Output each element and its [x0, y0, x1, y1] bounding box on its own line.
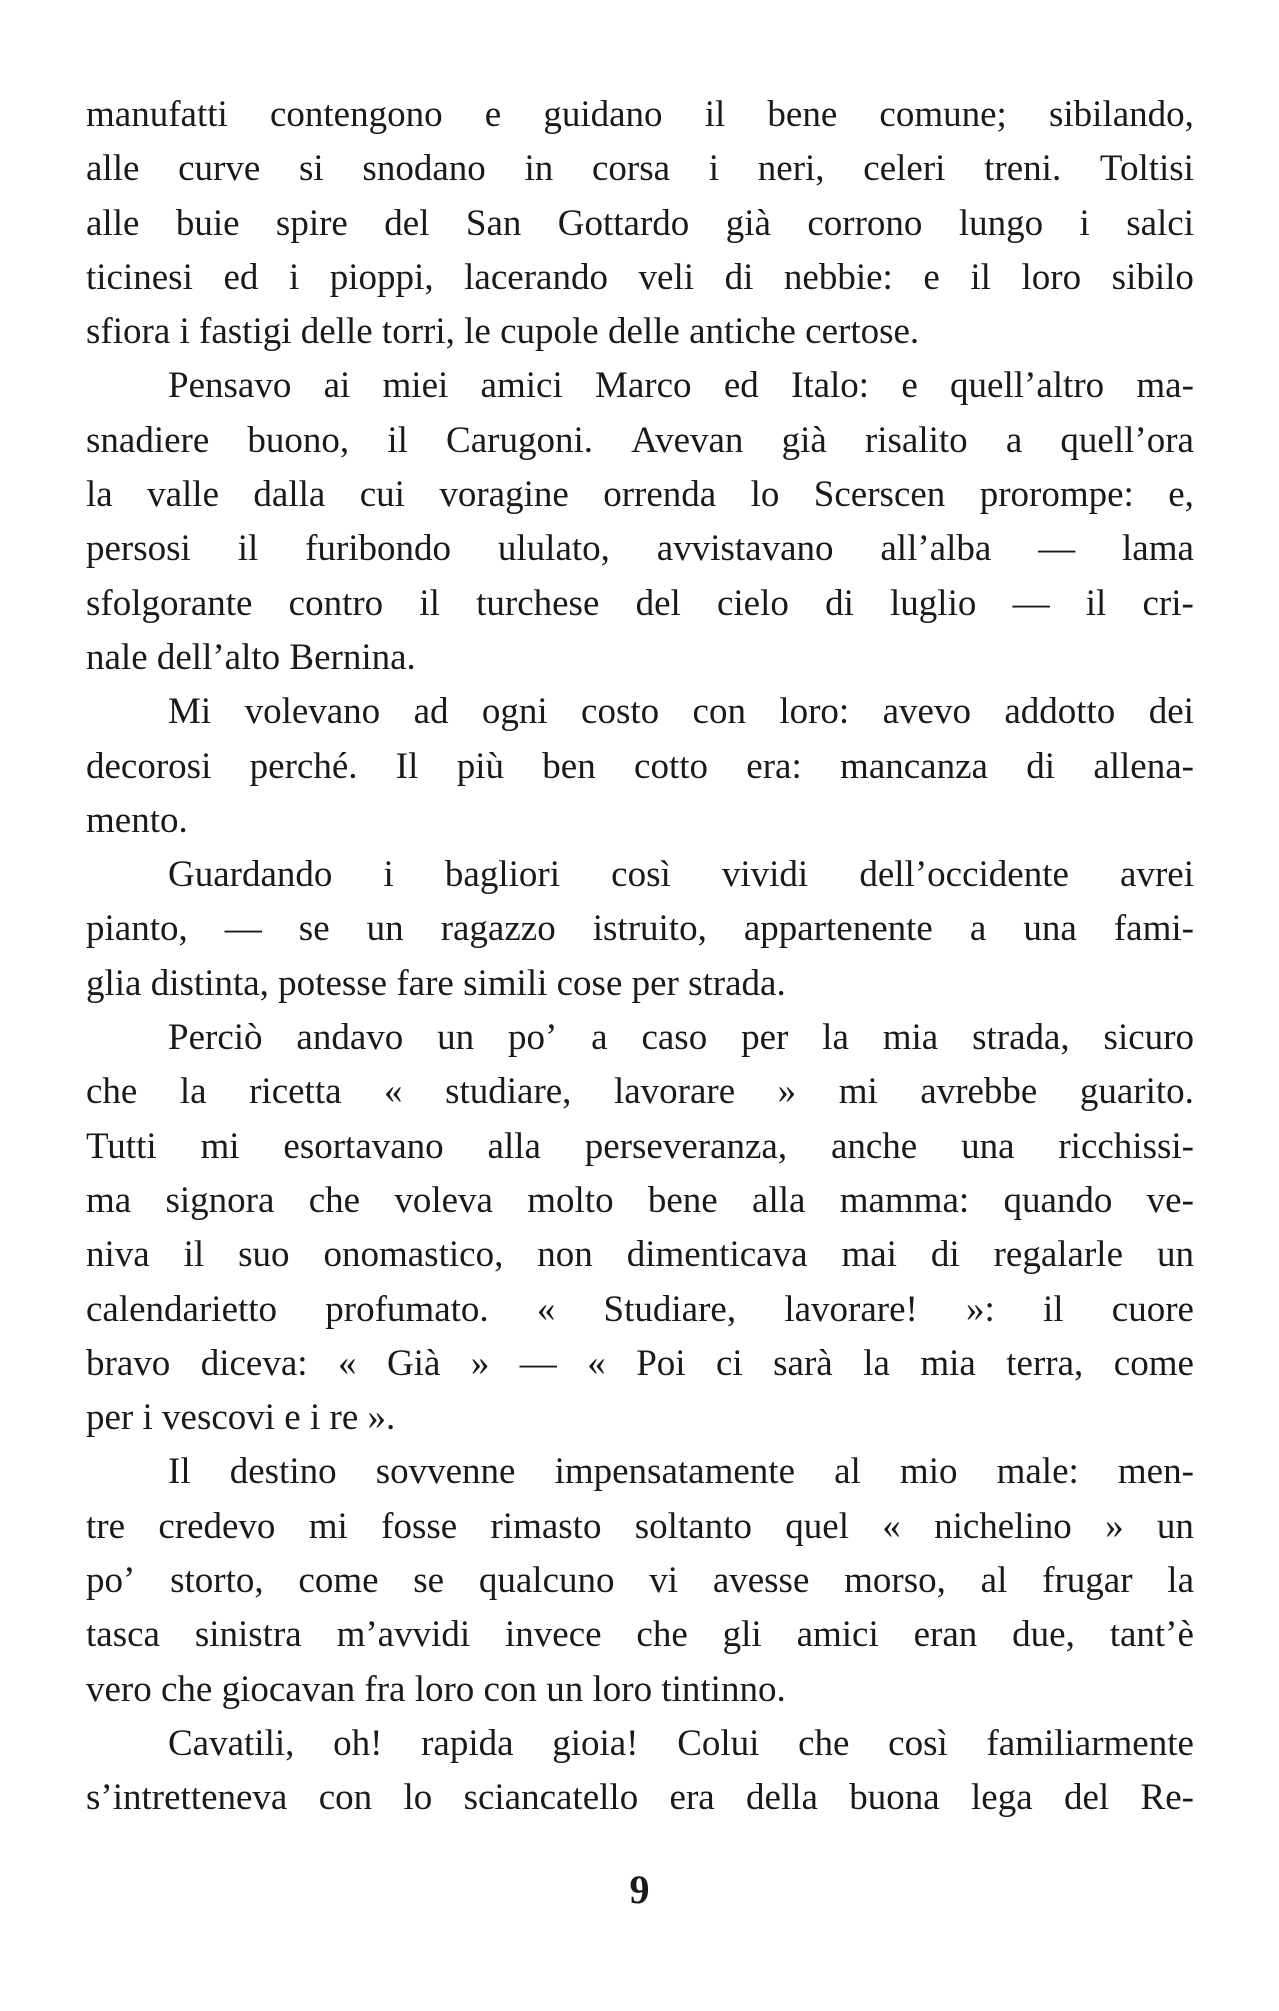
page-number: 9	[629, 1867, 650, 1912]
text-line: Perciò andavo un po’ a caso per la mia strada, sicuro	[168, 1017, 1194, 1059]
text-line: la valle dalla cui voragine orrenda lo Scerscen prorompe: e,	[86, 474, 1194, 516]
text-line: tasca sinistra m’avvidi invece che gli amici eran due, tant’è	[86, 1614, 1194, 1656]
text-line: che la ricetta « studiare, lavorare » mi avrebbe guarito.	[86, 1071, 1194, 1113]
text-line: Cavatili, oh! rapida gioia! Colui che così familiarmente	[168, 1722, 1194, 1764]
paragraph	[86, 1445, 1194, 1716]
body-text	[86, 88, 1194, 1826]
text-line: manufatti contengono e guidano il bene comune; sibilando,	[86, 94, 1194, 135]
paragraph	[86, 848, 1194, 1011]
text-line: po’ storto, come se qualcuno vi avesse morso, al frugar la	[86, 1560, 1194, 1602]
text-line: bravo diceva: « Già » — « Poi ci sarà la mia terra, come	[86, 1342, 1194, 1384]
text-line: nale dell’alto Bernina.	[86, 636, 416, 678]
text-line: vero che giocavan fra loro con un loro tintinno.	[86, 1668, 786, 1710]
paragraph	[86, 88, 1194, 359]
paragraph	[86, 1011, 1194, 1445]
text-line: per i vescovi e i re ».	[86, 1397, 396, 1439]
text-line: Mi volevano ad ogni costo con loro: avevo addotto dei	[168, 691, 1194, 733]
text-line: Pensavo ai miei amici Marco ed Italo: e quell’altro ma-	[168, 365, 1194, 407]
paragraph	[86, 685, 1194, 848]
text-line: mento.	[86, 799, 188, 841]
text-line: tre credevo mi fosse rimasto soltanto quel « nichelino » un	[86, 1505, 1194, 1547]
text-line: calendarietto profumato. « Studiare, lavorare! »: il cuore	[86, 1288, 1194, 1330]
text-line: Il destino sovvenne impensatamente al mio male: men-	[168, 1451, 1194, 1493]
text-line: Guardando i bagliori così vividi dell’occidente avrei	[168, 854, 1194, 896]
text-line: Tutti mi esortavano alla perseveranza, anche una ricchissi-	[86, 1125, 1194, 1167]
text-line: alle curve si snodano in corsa i neri, celeri treni. Toltisi	[86, 148, 1194, 190]
text-line: snadiere buono, il Carugoni. Avevan già risalito a quell’ora	[86, 419, 1194, 461]
text-line: decorosi perché. Il più ben cotto era: mancanza di allena-	[86, 745, 1194, 787]
text-line: ma signora che voleva molto bene alla mamma: quando ve-	[86, 1179, 1194, 1221]
text-line: niva il suo onomastico, non dimenticava mai di regalarle un	[86, 1234, 1194, 1276]
text-line: persosi il furibondo ululato, avvistavano all’alba — lama	[86, 528, 1194, 570]
text-line: ticinesi ed i pioppi, lacerando veli di nebbie: e il loro sibilo	[86, 256, 1194, 298]
text-line: sfiora i fastigi delle torri, le cupole delle antiche certose.	[86, 311, 920, 353]
text-line: glia distinta, potesse fare simili cose per strada.	[86, 962, 786, 1004]
text-line: sfolgorante contro il turchese del cielo di luglio — il cri-	[86, 582, 1194, 624]
text-line: alle buie spire del San Gottardo già corrono lungo i salci	[86, 202, 1194, 244]
paragraph	[86, 359, 1194, 685]
text-line: s’intretteneva con lo sciancatello era della buona lega del Re-	[86, 1777, 1194, 1819]
paragraph	[86, 1717, 1194, 1826]
text-line: pianto, — se un ragazzo istruito, appartenente a una fami-	[86, 908, 1194, 950]
